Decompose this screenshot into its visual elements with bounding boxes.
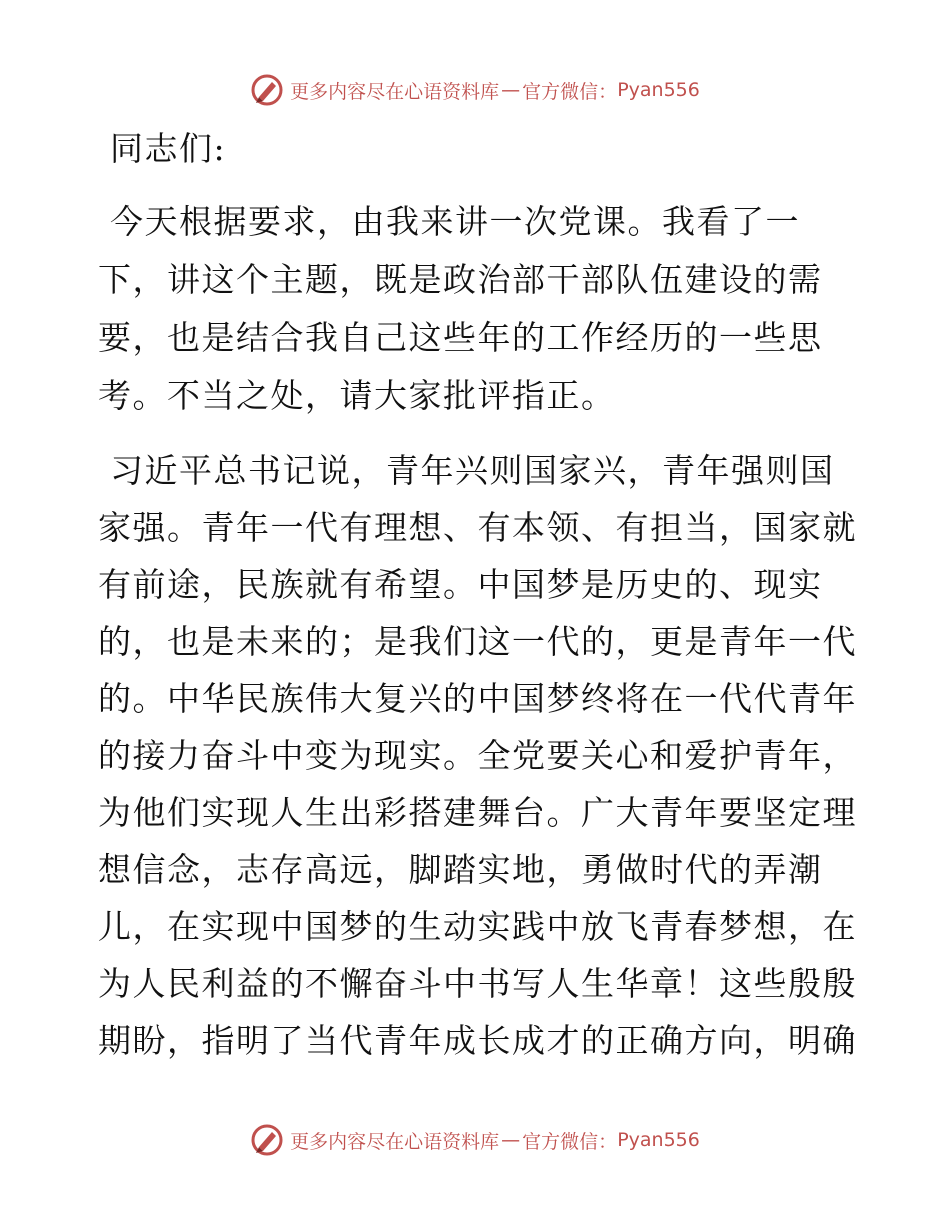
text-line: 的。中华民族伟大复兴的中国梦终将在一代代青年 <box>98 679 857 718</box>
text-line: 有前途，民族就有希望。中国梦是历史的、现实 <box>98 565 823 604</box>
text-line: 期盼，指明了当代青年成长成才的正确方向，明确 <box>98 1021 857 1060</box>
text-line: 的，也是未来的；是我们这一代的，更是青年一代 <box>98 622 857 661</box>
banner-wechat-id: Pyan556 <box>617 79 700 101</box>
banner-dash: — <box>501 79 521 101</box>
text-line: 的接力奋斗中变为现实。全党要关心和爱护青年， <box>98 736 857 775</box>
text-line: 儿，在实现中国梦的生动实践中放飞青春梦想，在 <box>98 907 857 946</box>
banner-dash: — <box>501 1129 521 1151</box>
text-line: 要，也是结合我自己这些年的工作经历的一些思 <box>98 318 823 357</box>
pen-logo-icon <box>250 1123 284 1157</box>
footer-watermark-banner <box>0 1120 950 1160</box>
banner-wechat-label: 官方微信： <box>522 80 618 103</box>
text-line: 为人民利益的不懈奋斗中书写人生华章！这些殷殷 <box>98 964 857 1003</box>
pen-logo-icon <box>250 73 284 107</box>
banner-wechat-id: Pyan556 <box>617 1129 700 1151</box>
text-line: 家强。青年一代有理想、有本领、有担当，国家就 <box>98 508 857 547</box>
header-watermark-banner <box>0 70 950 110</box>
text-line: 为他们实现人生出彩搭建舞台。广大青年要坚定理 <box>98 793 857 832</box>
banner-wechat-label: 官方微信： <box>522 1130 618 1153</box>
text-line: 习近平总书记说，青年兴则国家兴，青年强则国 <box>110 451 835 490</box>
banner-site-text: 更多内容尽在心语资料库 <box>290 1130 500 1153</box>
text-line: 想信念，志存高远，脚踏实地，勇做时代的弄潮 <box>98 850 823 889</box>
text-line: 今天根据要求，由我来讲一次党课。我看了一 <box>110 202 800 241</box>
banner-site-text: 更多内容尽在心语资料库 <box>290 80 500 103</box>
text-line: 下，讲这个主题，既是政治部干部队伍建设的需 <box>98 260 823 299</box>
text-line: 考。不当之处，请大家批评指正。 <box>98 376 616 415</box>
salutation: 同志们: <box>110 129 227 168</box>
